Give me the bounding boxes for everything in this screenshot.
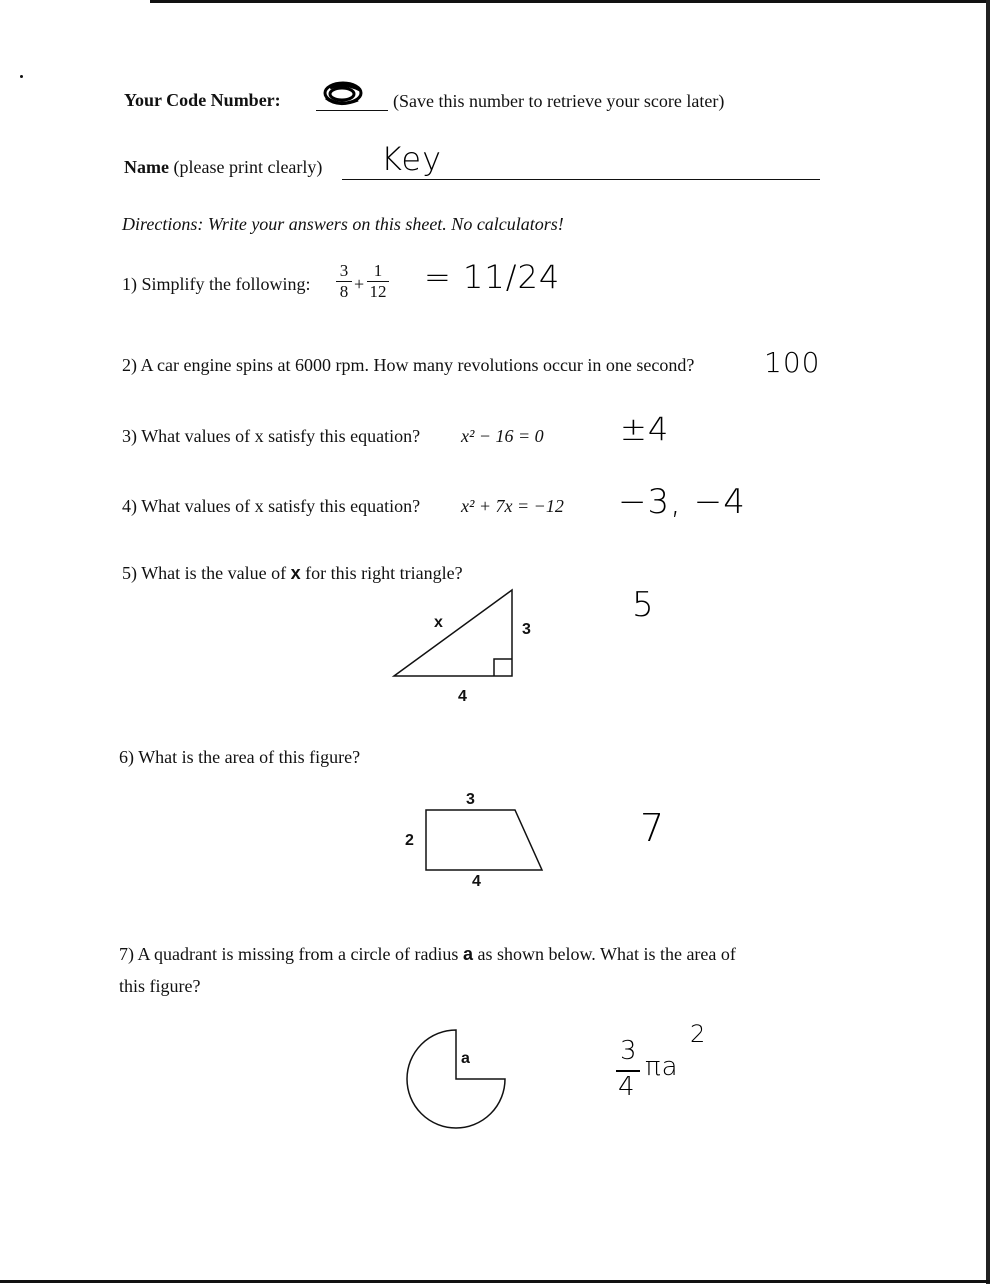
q7-var: a [462, 944, 473, 964]
q5-text [122, 563, 463, 584]
directions: Directions: Write your answers on this sheet. No calculators! [122, 214, 564, 234]
q5-label-hyp: x [434, 614, 443, 631]
q7-text-line2: this figure? [119, 976, 201, 996]
q6-text [119, 747, 360, 768]
q5-answer: 5 [632, 585, 655, 625]
q7-answer-num: 3 [620, 1036, 638, 1066]
q7-answer-den: 4 [618, 1072, 636, 1102]
q6-label-top: 3 [466, 791, 475, 808]
q1-text [122, 274, 311, 295]
top-border [150, 0, 990, 3]
q7-label-radius: a [461, 1050, 470, 1067]
q3-prompt: What values of x satisfy this equation? [141, 426, 421, 446]
name-underline [342, 179, 820, 180]
q1-plus: + [354, 274, 365, 294]
name-label [124, 157, 322, 178]
q4-prompt: What values of x satisfy this equation? [141, 496, 421, 516]
bottom-border [0, 1280, 990, 1283]
q2-answer: 100 [764, 346, 821, 379]
q7-text-line1 [119, 944, 736, 965]
q5-label-base: 4 [458, 688, 467, 705]
q7-prompt-after: as shown below. What is the area of [477, 944, 736, 964]
q1-prompt: Simplify the following: [141, 274, 311, 294]
code-note: (Save this number to retrieve your score later) [393, 91, 725, 111]
q6-prompt: What is the area of this figure? [138, 747, 361, 767]
q1-fraction-1 [336, 262, 352, 301]
q1-answer: = 11/24 [424, 258, 561, 296]
q2-number: 2) [122, 355, 137, 375]
code-scribble-icon [318, 78, 368, 112]
q1-frac1-num: 3 [339, 261, 349, 280]
q1-frac2-num: 1 [373, 261, 383, 280]
q7-number: 7) [119, 944, 134, 964]
q3-equation: x² − 16 = 0 [461, 426, 544, 446]
right-triangle-diagram [390, 585, 520, 685]
q3-number: 3) [122, 426, 137, 446]
q7-answer-body: πa [645, 1052, 679, 1082]
q1-fraction-2 [367, 262, 389, 301]
q3-answer: ±4 [620, 410, 670, 448]
q4-answer: −3, −4 [618, 482, 746, 522]
q4-number: 4) [122, 496, 137, 516]
q6-answer: 7 [640, 806, 666, 850]
right-border [986, 0, 990, 1284]
q7-prompt-before: A quadrant is missing from a circle of radius [137, 944, 459, 964]
q6-number: 6) [119, 747, 134, 767]
q2-prompt: A car engine spins at 6000 rpm. How many revolutions occur in one second? [140, 355, 695, 375]
q5-number: 5) [122, 563, 137, 583]
q7-answer-exp: 2 [690, 1020, 707, 1048]
q5-label-side: 3 [522, 621, 531, 638]
speck [20, 75, 23, 78]
q1-frac1-den: 8 [339, 282, 349, 301]
q5-var: x [290, 563, 301, 583]
q6-label-left: 2 [405, 832, 414, 849]
q6-label-bottom: 4 [472, 873, 481, 890]
trapezoid-diagram [420, 805, 550, 875]
q5-prompt-before: What is the value of [141, 563, 287, 583]
q1-frac2-den: 12 [369, 282, 387, 301]
q3-text [122, 426, 420, 447]
q2-text [122, 355, 694, 376]
name-value: Key [381, 140, 443, 178]
q1-number: 1) [122, 274, 137, 294]
code-label: Your Code Number: [124, 90, 281, 110]
q4-equation: x² + 7x = −12 [461, 496, 564, 516]
q5-prompt-after: for this right triangle? [305, 563, 463, 583]
q4-text [122, 496, 420, 517]
three-quarter-circle-diagram [400, 1025, 520, 1145]
name-label-bold: Name [124, 157, 169, 177]
name-label-rest: (please print clearly) [173, 157, 323, 177]
